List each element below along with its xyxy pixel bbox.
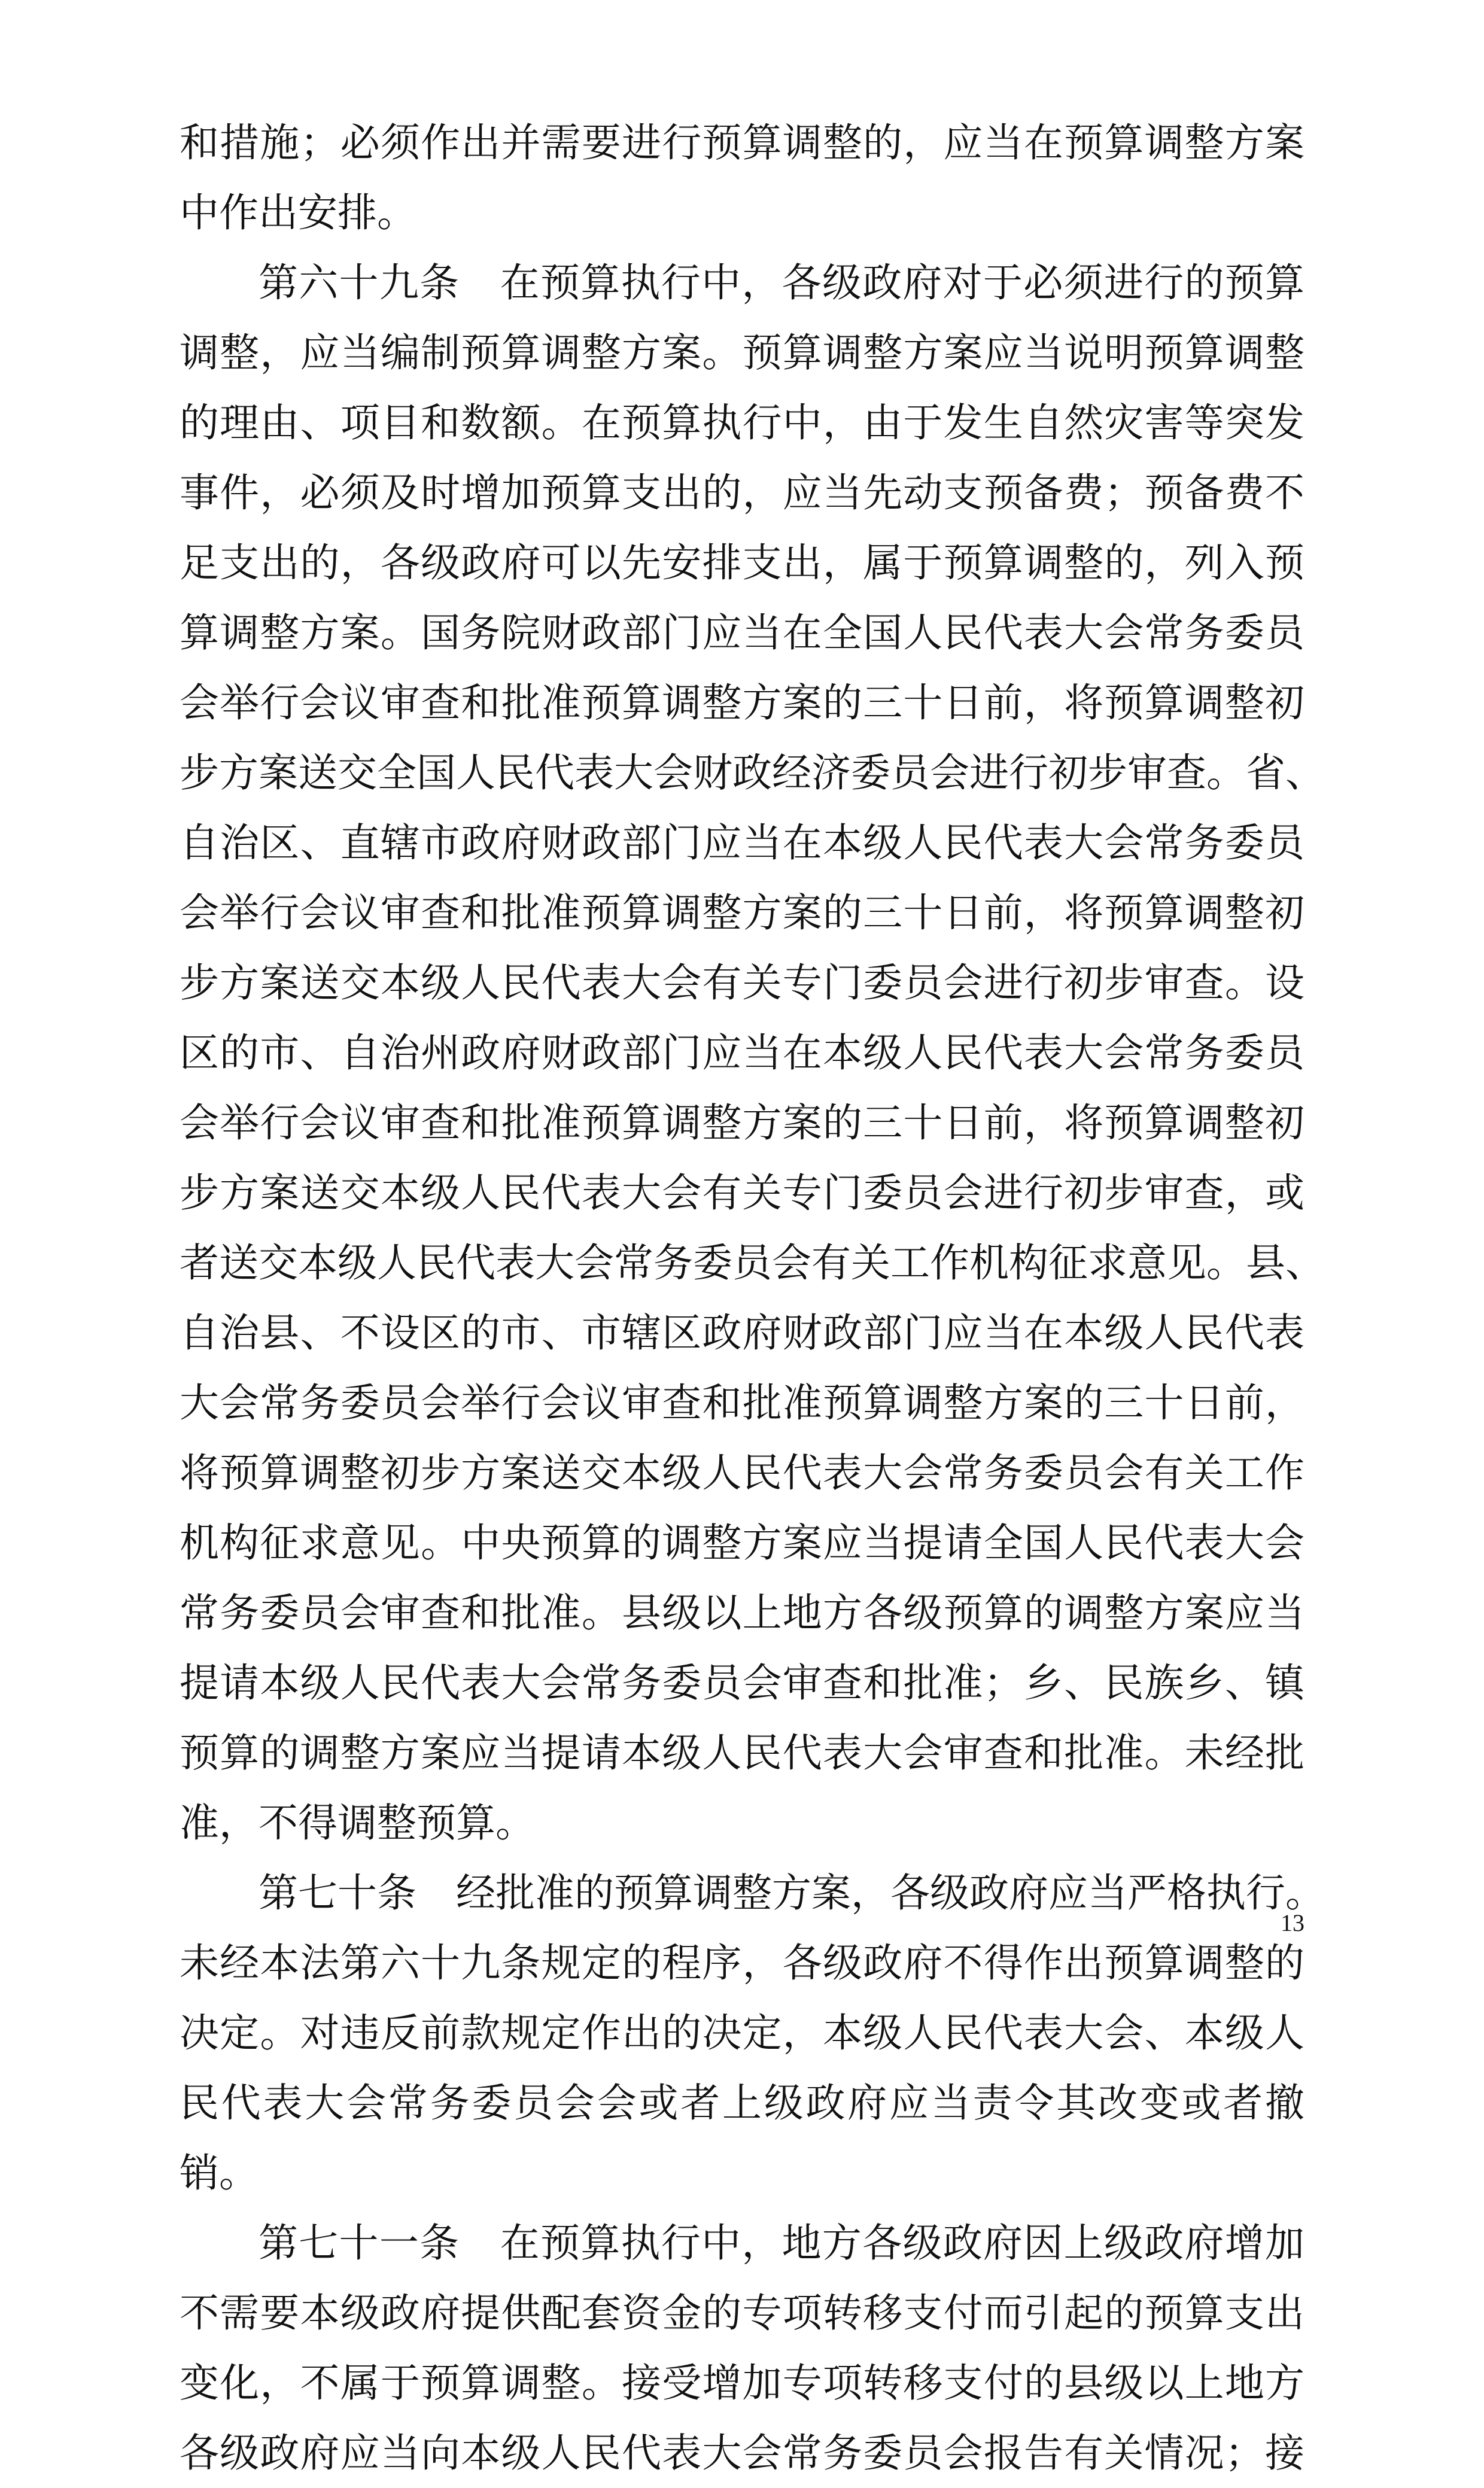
text-line: 机构征求意见。中央预算的调整方案应当提请全国人民代表大会 [180,1520,1304,1566]
text-line: 常务委员会审查和批准。县级以上地方各级预算的调整方案应当 [180,1590,1304,1636]
article-69-heading-line: 第六十九条 在预算执行中，各级政府对于必须进行的预算 [259,260,1304,306]
text-line: 调整，应当编制预算调整方案。预算调整方案应当说明预算调整 [180,330,1304,376]
text-line: 销。 [180,2150,259,2196]
text-line: 会举行会议审查和批准预算调整方案的三十日前，将预算调整初 [180,890,1304,936]
text-line: 足支出的，各级政府可以先安排支出，属于预算调整的，列入预 [180,540,1304,586]
article-70-heading-line: 第七十条 经批准的预算调整方案，各级政府应当严格执行。 [259,1870,1325,1916]
text-line: 算调整方案。国务院财政部门应当在全国人民代表大会常务委员 [180,610,1304,656]
text-line: 自治区、直辖市政府财政部门应当在本级人民代表大会常务委员 [180,820,1304,866]
text-line: 各级政府应当向本级人民代表大会常务委员会报告有关情况；接 [180,2430,1304,2476]
text-line: 大会常务委员会举行会议审查和批准预算调整方案的三十日前， [180,1380,1304,1426]
text-line: 决定。对违反前款规定作出的决定，本级人民代表大会、本级人 [180,2010,1304,2056]
text-line: 准，不得调整预算。 [180,1800,535,1846]
text-line: 不需要本级政府提供配套资金的专项转移支付而引起的预算支出 [180,2290,1304,2336]
text-line: 将预算调整初步方案送交本级人民代表大会常务委员会有关工作 [180,1450,1304,1496]
text-line: 步方案送交本级人民代表大会有关专门委员会进行初步审查。设 [180,960,1304,1006]
text-line: 事件，必须及时增加预算支出的，应当先动支预备费；预备费不 [180,470,1304,516]
text-line: 未经本法第六十九条规定的程序，各级政府不得作出预算调整的 [180,1940,1304,1986]
text-line: 中作出安排。 [180,190,416,236]
page-number: 13 [1281,1909,1304,1936]
text-line: 步方案送交本级人民代表大会有关专门委员会进行初步审查，或 [180,1170,1304,1216]
article-71-heading-line: 第七十一条 在预算执行中，地方各级政府因上级政府增加 [259,2220,1304,2266]
text-line: 预算的调整方案应当提请本级人民代表大会审查和批准。未经批 [180,1730,1304,1776]
text-line: 变化，不属于预算调整。接受增加专项转移支付的县级以上地方 [180,2360,1304,2406]
text-line: 提请本级人民代表大会常务委员会审查和批准；乡、民族乡、镇 [180,1660,1304,1706]
text-line: 区的市、自治州政府财政部门应当在本级人民代表大会常务委员 [180,1030,1304,1076]
text-line: 和措施；必须作出并需要进行预算调整的，应当在预算调整方案 [180,120,1304,166]
text-line: 自治县、不设区的市、市辖区政府财政部门应当在本级人民代表 [180,1310,1304,1356]
text-line: 民代表大会常务委员会会或者上级政府应当责令其改变或者撤 [180,2080,1304,2126]
text-line: 会举行会议审查和批准预算调整方案的三十日前，将预算调整初 [180,680,1304,726]
text-line: 者送交本级人民代表大会常务委员会有关工作机构征求意见。县、 [180,1240,1325,1286]
text-line: 的理由、项目和数额。在预算执行中，由于发生自然灾害等突发 [180,400,1304,446]
body-text [180,108,1325,2488]
text-line: 会举行会议审查和批准预算调整方案的三十日前，将预算调整初 [180,1100,1304,1146]
text-line: 步方案送交全国人民代表大会财政经济委员会进行初步审查。省、 [180,750,1325,796]
